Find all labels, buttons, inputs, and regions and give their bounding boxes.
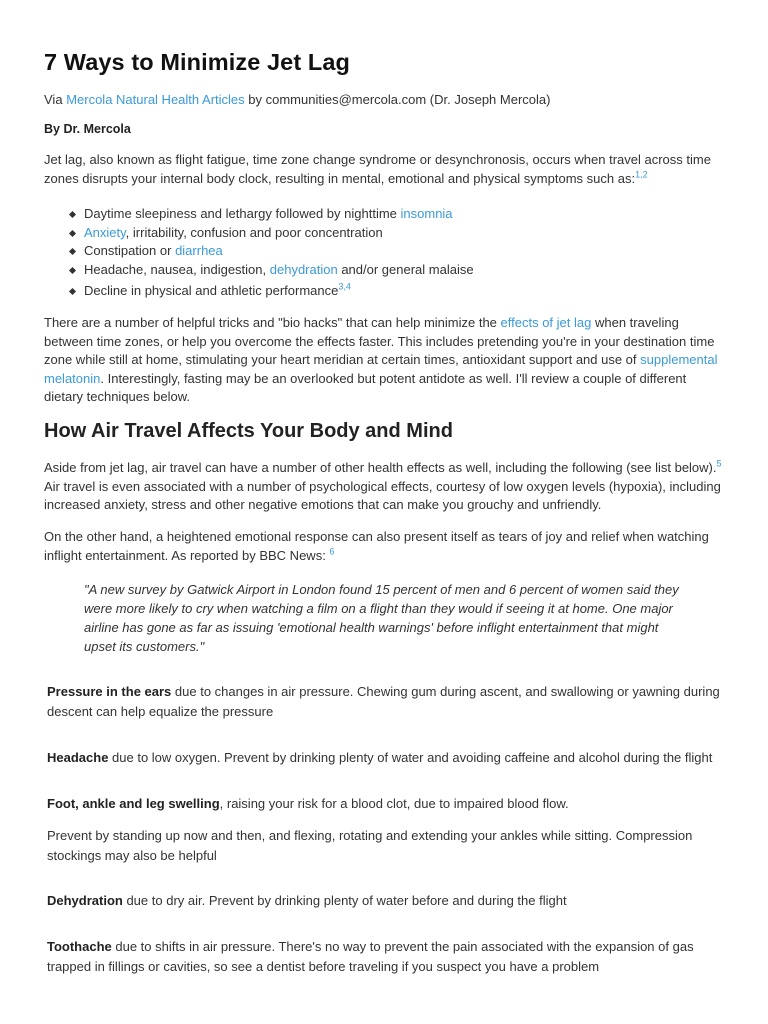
intro-text: Jet lag, also known as flight fatigue, time zone change syndrome or desynchronosis, occurs when travel across time zones disrupts your internal body clock, resulting in mental, emotional and physical symptoms such as: [44, 152, 711, 186]
effect-toothache: Toothache due to shifts in air pressure. There's no way to prevent the pain associated with the expansion of gas trapped in fillings or cavities, so see a dentist before traveling if you suspect you have a problem [47, 939, 694, 974]
bullet-icon [69, 248, 76, 255]
list-item: Anxiety, irritability, confusion and poor concentration [44, 224, 474, 243]
source-link[interactable]: Mercola Natural Health Articles [66, 92, 245, 107]
melatonin-link[interactable]: supplemental melatonin [44, 352, 718, 386]
list-item: Daytime sleepiness and lethargy followed by nighttime insomnia [44, 205, 474, 224]
insomnia-link[interactable]: insomnia [400, 206, 453, 221]
performance-refs[interactable]: 3,4 [338, 282, 351, 293]
source-line [44, 92, 550, 107]
list-item: Headache, nausea, indigestion, dehydration and/or general malaise [44, 261, 474, 280]
bullet-icon [69, 211, 76, 218]
effect-dehydration: Dehydration due to dry air. Prevent by drinking plenty of water before and during the flight [47, 893, 567, 908]
section-heading: How Air Travel Affects Your Body and Mind [44, 420, 453, 442]
list-item: Decline in physical and athletic performance$^{3,4}$ [44, 279, 474, 301]
effect-swelling-prevention: Prevent by standing up now and then, and flexing, rotating and extending your ankles while sitting. Compression stockings may also be helpful [47, 828, 693, 863]
article-title: 7 Ways to Minimize Jet Lag [44, 49, 350, 75]
bio-hacks-paragraph: There are a number of helpful tricks and "bio hacks" that can help minimize the effects of jet lag when traveling between time zones, or help you overcome the effects faster. This includes pretending you're in your destination time zone while still at home, stimulating your heart meridian at certain times, antioxidant support and use of supplemental melatonin. Interestingly, fasting may be an overlooked but potent antidote as well. I'll review a couple of different dietary techniques below. [44, 315, 718, 404]
symptom-list [44, 205, 474, 301]
bullet-icon [69, 230, 76, 237]
effect-headache: Headache due to low oxygen. Prevent by drinking plenty of water and avoiding caffeine and alcohol during the flight [47, 750, 713, 765]
intro-paragraph [44, 151, 724, 188]
health-effects-paragraph: Aside from jet lag, air travel can have a number of other health effects as well, including the following (see list below).$^5$ Air travel is even associated with a number of psychological effects, courtesy of low oxygen levels (hypoxia), including increased anxiety, stress and other negative emotions that can make you grouchy and unfriendly. [44, 458, 722, 512]
bbc-quote: "A new survey by Gatwick Airport in London found 15 percent of men and 6 percent of women said they were more likely to cry when watching a film on a flight than they would if seeing it at home. One major airline has gone as far as issuing 'emotional health warnings' before inflight entertainment that might upset its customers." [84, 582, 679, 654]
effect-ear-pressure: Pressure in the ears due to changes in air pressure. Chewing gum during ascent, and swallowing or yawning during descent can help equalize the pressure [47, 684, 720, 719]
ref-6-link[interactable]: 6 [329, 546, 335, 557]
bullet-icon [69, 288, 76, 295]
anxiety-link[interactable]: Anxiety [84, 224, 126, 240]
byline: By Dr. Mercola [44, 122, 131, 136]
bullet-icon [69, 267, 76, 274]
effect-swelling: Foot, ankle and leg swelling, raising your risk for a blood clot, due to impaired blood flow. [47, 796, 569, 811]
bbc-paragraph: On the other hand, a heightened emotional response can also present itself as tears of joy and relief when watching inflight entertainment. As reported by BBC News: $^6$ [44, 529, 709, 563]
ref-5-link[interactable]: 5 [716, 458, 722, 469]
jet-lag-effects-link[interactable]: effects of jet lag [500, 315, 592, 330]
list-item: Constipation or diarrhea [44, 242, 474, 261]
dehydration-link[interactable]: dehydration [269, 261, 338, 277]
intro-refs[interactable]: 1,2 [635, 169, 648, 180]
via-prefix: Via [44, 92, 63, 107]
diarrhea-link[interactable]: diarrhea [175, 243, 223, 259]
via-suffix: by communities@mercola.com (Dr. Joseph Mercola) [248, 92, 551, 107]
